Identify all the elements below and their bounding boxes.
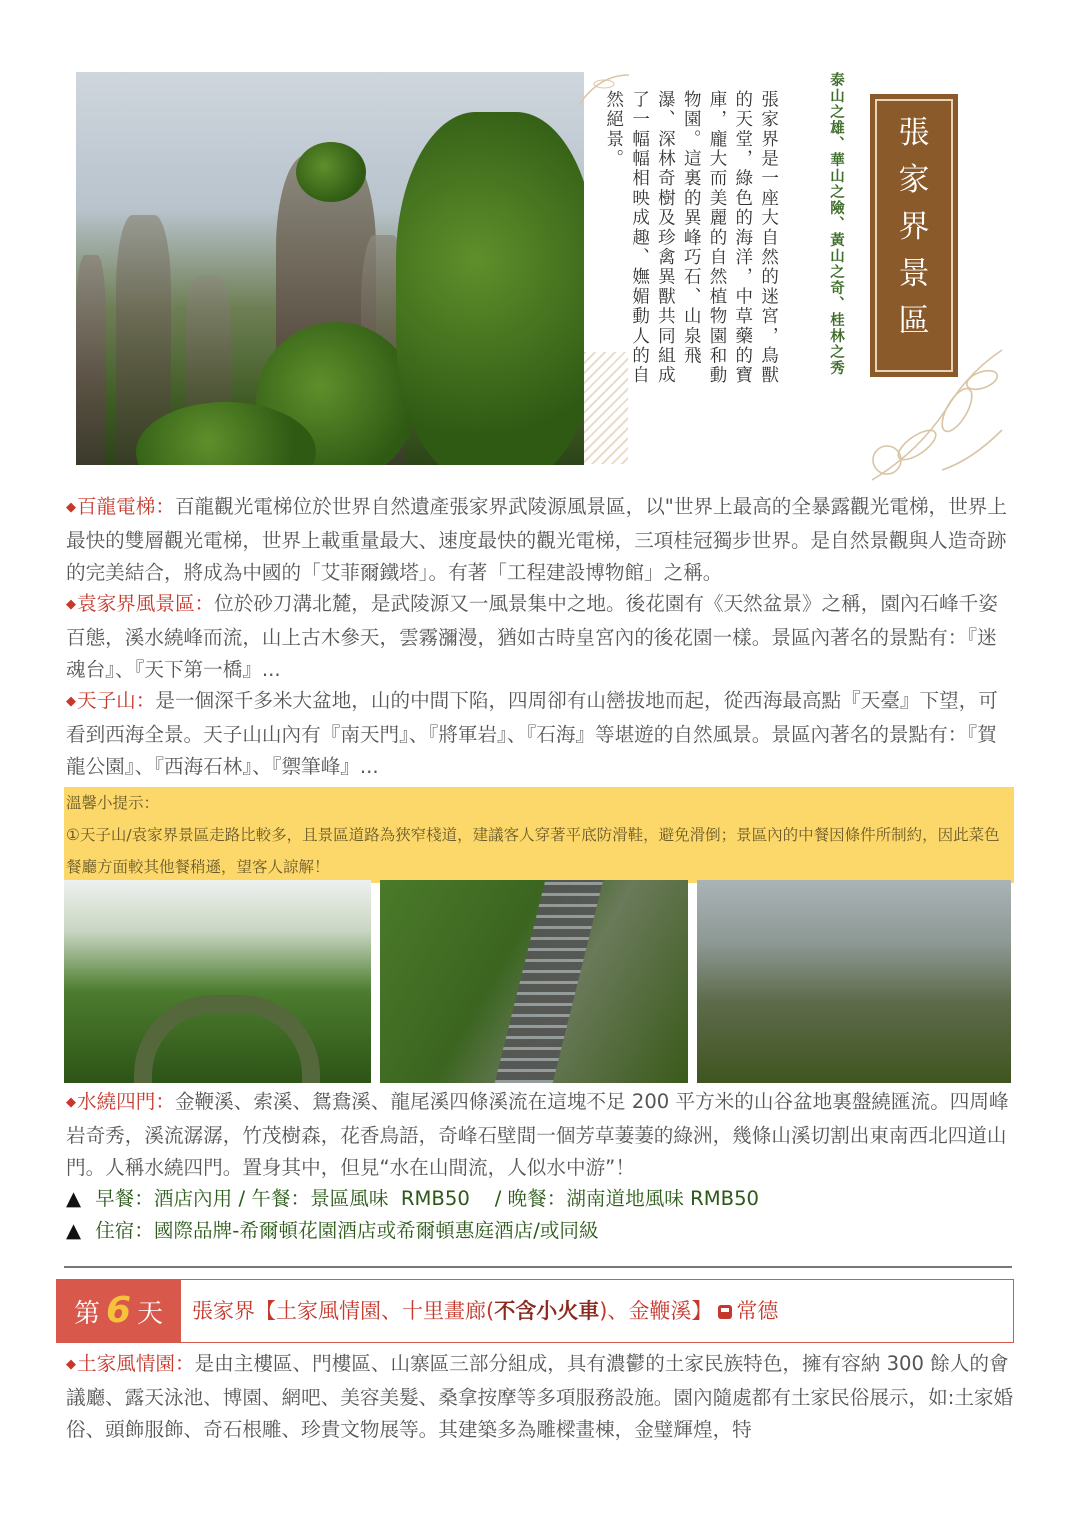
foliage <box>296 142 366 202</box>
meal-text: 早餐：酒店內用 / 午餐：景區風味 RMB50 / 晚餐：湖南道地風味 RMB50 <box>95 1187 760 1210</box>
section-body: 百龍觀光電梯位於世界自然遺產張家界武陵源風景區，以"世界上最高的全暴露觀光電梯，世界上最快的雙層觀光電梯，世界上載重量最大、速度最快的觀光電梯，三項桂冠獨步世界。是自然景觀與人造奇跡的完美結合，將成為中國的「艾菲爾鐵塔」。有著「工程建設博物館」之稱。 <box>66 495 1007 584</box>
section-heading: 土家風情園： <box>77 1352 195 1375</box>
intro-vertical-text: 張家界是一座大自然的迷宮，鳥獸的天堂，綠色的海洋，中草藥的寶庫，龐大而美麗的自然植物園和動物園。這裏的異峰巧石、山泉飛瀑、深林奇樹及珍禽異獸共同組成了一幅幅相映成趣、嫵媚動人的自然絕景。 <box>603 90 779 386</box>
hotel-line <box>66 1215 599 1247</box>
tip-text: ①天子山/袁家界景區走路比較多，且景區道路為狹窄棧道，建議客人穿著平底防滑鞋，避免滑倒；景區內的中餐因條件所制約，因此菜色餐廳方面較其他餐稍遜，望客人諒解！ <box>66 826 1000 876</box>
hotel-text: 住宿：國際品牌-希爾頓花園酒店或希爾頓惠庭酒店/或同級 <box>95 1219 599 1242</box>
day-destination: 常德 <box>736 1299 779 1323</box>
diamond-bullet-icon: ◆ <box>66 597 76 612</box>
diamond-bullet-icon: ◆ <box>66 694 76 709</box>
section-bailong <box>66 491 1014 590</box>
page-title-box <box>870 94 958 377</box>
section-tianzishan <box>66 685 1014 784</box>
section-tujia <box>66 1348 1014 1447</box>
day-title-part: )、金鞭溪】 <box>599 1299 713 1323</box>
slogan-vertical-text: 泰山之雄、華山之險、黃山之奇、桂林之秀 <box>828 72 844 376</box>
day-suffix: 天 <box>137 1299 164 1329</box>
title-char: 景 <box>898 256 930 292</box>
section-divider <box>64 1266 1012 1268</box>
triangle-bullet-icon: ▲ <box>66 1187 82 1210</box>
tip-box <box>64 787 1014 883</box>
day-prefix: 第 <box>73 1299 100 1329</box>
elevator-structure <box>495 880 604 1083</box>
day-label <box>56 1279 181 1343</box>
day-title-part: 張家界【土家風情園、十里畫廊( <box>192 1299 495 1323</box>
section-body: 位於砂刀溝北麓，是武陵源又一風景集中之地。後花園有《天然盆景》之稱，園內石峰千姿百態，溪水繞峰而流，山上古木參天，雲霧瀰漫，猶如古時皇宮內的後花園一樣。景區內著名的景點有：『迷魂台』、『天下第一橋』... <box>66 592 998 681</box>
floral-decoration-icon <box>862 340 1012 490</box>
bus-icon <box>718 1305 732 1319</box>
misty-peaks-photo <box>697 880 1011 1083</box>
title-char: 家 <box>898 162 930 198</box>
stone-arch <box>134 995 320 1083</box>
day-number: 6 <box>105 1290 132 1331</box>
section-heading: 水繞四門： <box>77 1090 175 1113</box>
section-body: 是由主樓區、門樓區、山寨區三部分組成，具有濃鬱的土家民族特色，擁有容納 300 餘人的會議廳、露天泳池、博園、網吧、美容美髮、桑拿按摩等多項服務設施。園內隨處都有土家民俗展示，如:土家婚俗、頭飾服飾、奇石根雕、珍貴文物展等。其建築多為雕樑畫棟，金璧輝煌，特 <box>66 1352 1014 1441</box>
section-body: 是一個深千多米大盆地，山的中間下陷，四周卻有山巒拔地而起，從西海最高點『天臺』下望，可看到西海全景。天子山山內有『南天門』、『將軍岩』、『石海』等堪遊的自然風景。景區內著名的景點有：『賀龍公園』、『西海石林』、『禦筆峰』... <box>66 689 998 778</box>
day-title-bold: 不含小火車 <box>494 1299 600 1323</box>
rock-pillar <box>76 255 106 465</box>
natural-bridge-photo <box>64 880 371 1083</box>
day-title <box>192 1279 778 1343</box>
section-heading: 袁家界風景區： <box>77 592 215 615</box>
section-yuanjiajie <box>66 588 1014 687</box>
page-title <box>870 110 958 345</box>
meal-line <box>66 1183 759 1215</box>
section-heading: 天子山： <box>77 689 156 712</box>
diamond-bullet-icon: ◆ <box>66 1357 76 1372</box>
diamond-bullet-icon: ◆ <box>66 1095 76 1110</box>
foliage <box>396 112 584 465</box>
bailong-elevator-photo <box>380 880 688 1083</box>
title-char: 張 <box>898 115 930 151</box>
zhangjiajie-hero-photo <box>76 72 584 465</box>
section-body: 金鞭溪、索溪、鴛鴦溪、龍尾溪四條溪流在這塊不足 200 平方米的山谷盆地裏盤繞匯流。四周峰岩奇秀，溪流潺潺，竹茂樹森，花香鳥語，奇峰石壁間一個芳草萋萋的綠洲，幾條山溪切割出東南西北四道山門。人稱水繞四門。置身其中，但見“水在山間流，人似水中游”！ <box>66 1090 1009 1179</box>
section-shuirao <box>66 1086 1014 1185</box>
title-char: 界 <box>898 209 930 245</box>
triangle-bullet-icon: ▲ <box>66 1219 82 1242</box>
title-char: 區 <box>898 303 930 339</box>
section-heading: 百龍電梯： <box>77 495 175 518</box>
diamond-bullet-icon: ◆ <box>66 500 76 515</box>
tip-label: 溫馨小提示： <box>66 794 160 812</box>
